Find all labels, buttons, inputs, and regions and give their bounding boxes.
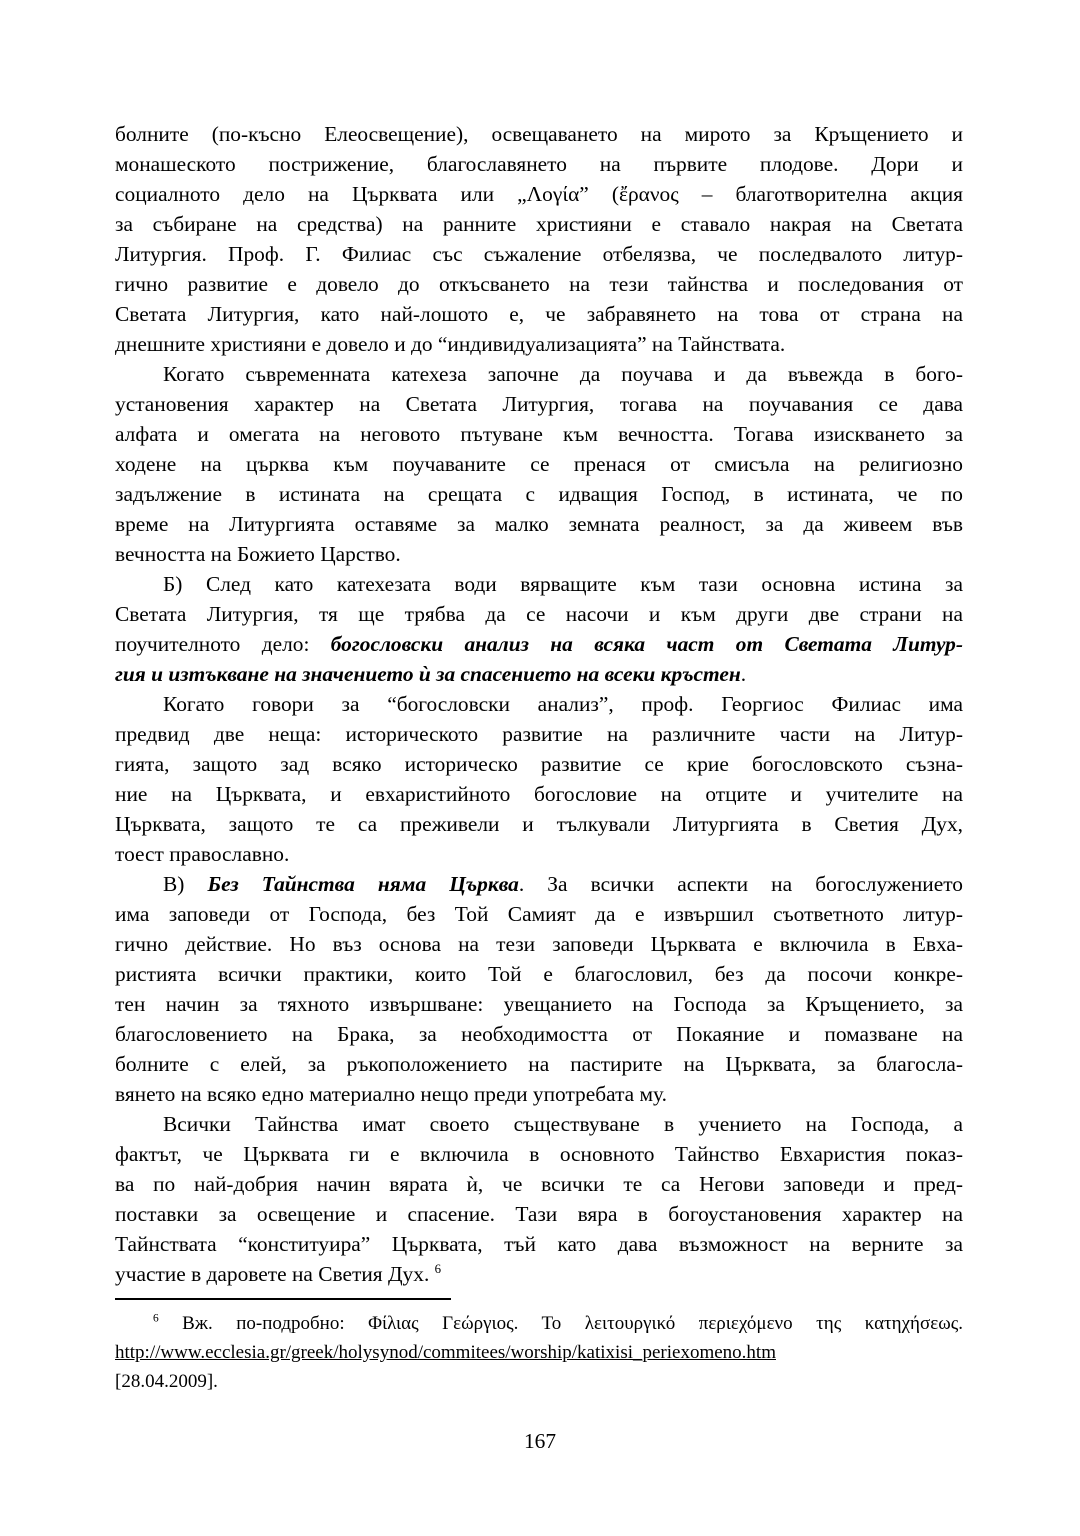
text-line	[115, 569, 963, 599]
footnote-url-link[interactable]: http://www.ecclesia.gr/greek/holysynod/commitees/worship/katixisi_periexomeno.htm	[115, 1342, 776, 1363]
paragraph	[115, 689, 963, 869]
text-segment: Без Тайнства няма Църква	[207, 872, 519, 896]
text-segment: вечността на Божието Царство.	[115, 542, 401, 566]
text-segment: Църквата, защото те са преживели и тълкували Литургията в Светия Дух,	[115, 812, 963, 836]
text-segment: монашеското пострижение, благославянето на първите плодове. Дори и	[115, 152, 963, 176]
text-line	[115, 1259, 963, 1289]
text-segment: задължение в истината на срещата с идващия Господ, в истината, че по	[115, 482, 963, 506]
text-segment: поучителното дело:	[115, 632, 331, 656]
text-line	[115, 1367, 963, 1396]
text-line	[115, 179, 963, 209]
text-segment: Светата Литургия, като най-лошото е, че забравянето на това от страна на	[115, 302, 963, 326]
text-line	[115, 1109, 963, 1139]
text-segment: Светата Литургия, тя ще трябва да се насочи и към други две страни на	[115, 602, 963, 626]
text-segment: болните с елей, за ръкоположението на пастирите на Църквата, за благосла-	[115, 1052, 963, 1076]
text-segment: поставки за освещение и спасение. Тази вяра в богоустановения характер на	[115, 1202, 963, 1226]
text-segment: гично действие. Но въз основа на тези заповеди Църквата е включила в Евха-	[115, 932, 963, 956]
text-segment: Б) След като катехезата води вярващите към тази основна истина за	[163, 572, 963, 596]
text-line	[115, 299, 963, 329]
text-segment: ва по най-добрия начин вярата ѝ, че всички те са Негови заповеди и пред-	[115, 1172, 963, 1196]
text-segment: гично развитие е довело до откъсването на тези тайнства и последования от	[115, 272, 963, 296]
text-segment: ристията всички практики, които Той е благословил, без да посочи конкре-	[115, 962, 963, 986]
text-line	[115, 1229, 963, 1259]
paragraph	[115, 119, 963, 359]
text-segment: ние на Църквата, и евхаристийното богословие на отците и учителите на	[115, 782, 963, 806]
body-text	[115, 119, 963, 1289]
text-segment: . За всички аспекти на богослужението	[518, 872, 963, 896]
text-segment: .	[740, 662, 747, 686]
text-segment: тоест православно.	[115, 842, 290, 866]
paragraph	[115, 359, 963, 569]
text-line	[115, 449, 963, 479]
paragraph	[115, 1109, 963, 1289]
text-line	[115, 359, 963, 389]
text-line	[115, 1079, 963, 1109]
text-segment: Литургия. Проф. Г. Филиас със съжаление отбелязва, че последвалото литур-	[115, 242, 963, 266]
text-segment: В)	[163, 872, 208, 896]
text-line	[115, 719, 963, 749]
text-segment: гията, защото зад всяко историческо развитие се крие богословското съзна-	[115, 752, 963, 776]
text-segment: участие в даровете на Светия Дух.	[115, 1262, 435, 1286]
text-line	[115, 329, 963, 359]
footnote-reference-marker: 6	[153, 1312, 159, 1325]
text-segment: има заповеди от Господа, без Той Самият да е извършил съответното литур-	[115, 902, 963, 926]
text-line	[115, 629, 963, 659]
text-line	[115, 389, 963, 419]
text-segment: предвид две неща: историческото развитие на различните части на Литур-	[115, 722, 963, 746]
text-segment: Когато говори за “богословски анализ”, проф. Георгиос Филиас има	[163, 692, 963, 716]
page-number: 167	[523, 1429, 557, 1453]
paragraph	[115, 569, 963, 689]
text-segment: богословски анализ на всяка част от Светата Литур-	[330, 632, 963, 656]
text-line	[115, 869, 963, 899]
text-line	[115, 929, 963, 959]
text-segment: днешните християни е довело и до “индивидуализацията” на Тайнствата.	[115, 332, 786, 356]
text-line	[115, 479, 963, 509]
text-segment: Тайнствата “конституира” Църквата, тъй като дава възможност на верните за	[115, 1232, 963, 1256]
text-line	[115, 239, 963, 269]
text-line	[115, 899, 963, 929]
text-segment: вянето на всяко едно материално нещо преди употребата му.	[115, 1082, 667, 1106]
text-line	[115, 989, 963, 1019]
text-line	[115, 749, 963, 779]
footnote-separator	[115, 1298, 451, 1300]
text-line	[115, 839, 963, 869]
text-segment: Вж. по-подробно: Φίλιας Γεώργιος. Το λειτουργικό περιεχόμενο της κατηχήσεως.	[158, 1313, 963, 1334]
text-segment: установения характер на Светата Литургия, тогава на поучавания се дава	[115, 392, 963, 416]
text-line	[115, 1139, 963, 1169]
paragraph	[115, 869, 963, 1109]
text-line	[115, 959, 963, 989]
text-segment: ходене на църква към поучаваните се пренася от смисъла на религиозно	[115, 452, 963, 476]
text-line	[115, 1049, 963, 1079]
text-line	[115, 209, 963, 239]
text-line	[115, 599, 963, 629]
text-line	[115, 1199, 963, 1229]
text-segment: болните (по-късно Елеосвещение), освещаването на мирото за Кръщението и	[115, 122, 963, 146]
text-segment: гия и изтъкване на значението ѝ за спасението на всеки кръстен	[115, 662, 741, 686]
text-line	[115, 809, 963, 839]
text-line	[115, 1169, 963, 1199]
text-line	[115, 659, 963, 689]
text-line	[115, 1338, 963, 1367]
text-segment: [28.04.2009].	[115, 1371, 218, 1392]
text-line	[115, 269, 963, 299]
text-segment: алфата и омегата на неговото пътуване към вечността. Тогава изискването за	[115, 422, 963, 446]
text-line	[115, 689, 963, 719]
text-line	[115, 779, 963, 809]
footnote-reference-marker: 6	[434, 1261, 442, 1276]
text-segment: Когато съвременната катехеза започне да поучава и да въвежда в бого-	[163, 362, 963, 386]
text-segment: социалното дело на Църквата или „Λογία” (ἔρανος – благотворителна акция	[115, 182, 963, 206]
footnote-section	[115, 1298, 963, 1396]
text-line	[115, 1019, 963, 1049]
text-line	[115, 539, 963, 569]
text-line	[115, 1309, 963, 1338]
footnote-text	[115, 1309, 963, 1396]
text-segment: за събиране на средства) на ранните християни е ставало накрая на Светата	[115, 212, 963, 236]
text-segment: време на Литургията оставяме за малко земната реалност, за да живеем във	[115, 512, 963, 536]
text-segment: тен начин за тяхното извършване: увещанието на Господа за Кръщението, за	[115, 992, 963, 1016]
text-segment: фактът, че Църквата ги е включила в основното Тайнство Евхаристия показ-	[115, 1142, 963, 1166]
text-segment: благословението на Брака, за необходимостта от Покаяние и помазване на	[115, 1022, 963, 1046]
text-line	[115, 509, 963, 539]
text-line	[115, 419, 963, 449]
text-line	[115, 149, 963, 179]
text-line	[115, 119, 963, 149]
text-segment: Всички Тайнства имат своето съществуване в учението на Господа, а	[163, 1112, 963, 1136]
